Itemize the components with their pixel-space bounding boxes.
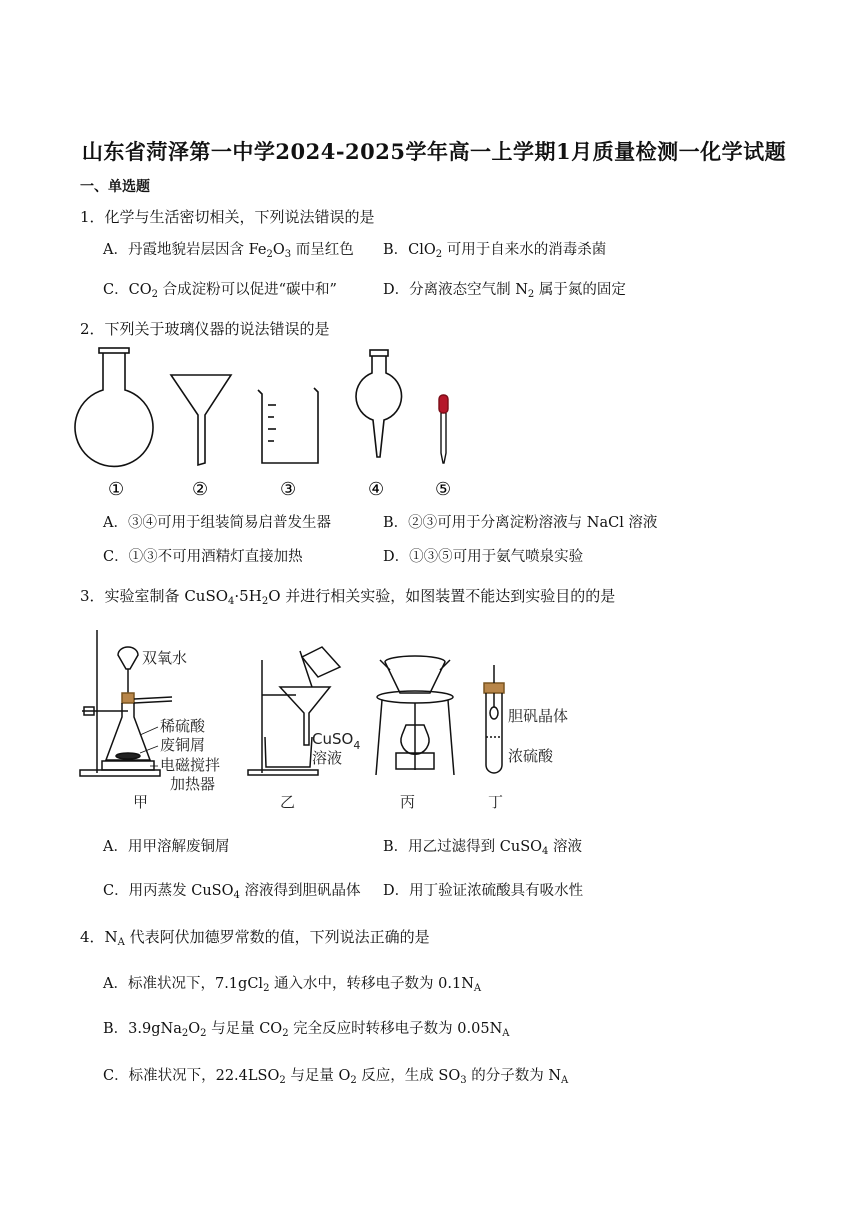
q1-option-a[interactable]: A．丹霞地貌岩层因含 $Fe_2O_3$ 而呈红色	[103, 242, 354, 260]
q2-stem: 2．下列关于玻璃仪器的说法错误的是	[80, 320, 330, 338]
separatory-funnel-icon	[356, 350, 402, 457]
label-dilute-sulfuric-acid: 稀硫酸	[160, 717, 206, 735]
q1-option-d[interactable]: D．分离液态空气制 $N_2$ 属于氮的固定	[383, 282, 626, 300]
caption-yi: 乙	[280, 793, 296, 811]
q3-option-c[interactable]: C．用丙蒸发 CuSO$_4$ 溶液得到胆矾晶体	[103, 883, 361, 901]
glassware-figure	[0, 345, 868, 505]
apparatus-bing	[376, 656, 454, 775]
caption-ding: 丁	[488, 793, 504, 811]
q4-option-b[interactable]: B．$3.9gNa_2O_2$ 与足量 $CO_2$ 完全反应时转移电子数为 $0.05N_A$	[103, 1021, 510, 1039]
q2-option-a[interactable]: A．③④可用于组装简易启普发生器	[103, 515, 331, 531]
section-heading: 一、单选题	[80, 179, 150, 195]
glassware-label-5: ⑤	[435, 479, 452, 500]
q1-option-b[interactable]: B．ClO$_2$ 可用于自来水的消毒杀菌	[383, 242, 607, 260]
label-heater: 加热器	[170, 775, 216, 793]
label-cuso4: CuSO$_4$	[312, 730, 361, 752]
label-blue-vitriol-crystal: 胆矾晶体	[508, 707, 569, 725]
caption-jia: 甲	[133, 793, 149, 811]
q2-option-b[interactable]: B．②③可用于分离淀粉溶液与 NaCl 溶液	[383, 515, 658, 531]
q4-stem: 4．$N_A$ 代表阿伏加德罗常数的值，下列说法正确的是	[80, 928, 430, 948]
q4-option-c[interactable]: C．标准状况下，$22.4LSO_2$ 与足量 $O_2$ 反应，生成 $SO_3$ 的分子数为 $N_A$	[103, 1068, 569, 1086]
label-magnetic-stirrer: 电磁搅拌	[160, 756, 221, 774]
glassware-label-3: ③	[280, 479, 297, 500]
page-title: 山东省菏泽第一中学2024-2025学年高一上学期1月质量检测一化学试题	[81, 139, 787, 164]
q1-stem: 1．化学与生活密切相关，下列说法错误的是	[80, 208, 375, 226]
round-bottom-flask-icon	[75, 348, 153, 466]
apparatus-figure	[0, 625, 868, 825]
q3-stem: 3．实验室制备 $CuSO_4\cdot 5H_2O$ 并进行相关实验，如图装置不能达到实验目的的是	[80, 587, 616, 607]
funnel-icon	[171, 375, 231, 465]
q3-option-b[interactable]: B．用乙过滤得到 CuSO$_4$ 溶液	[383, 839, 583, 857]
label-solution: 溶液	[312, 749, 343, 767]
q1-option-c[interactable]: C．$CO_2$ 合成淀粉可以促进“碳中和”	[103, 282, 337, 300]
q4-option-a[interactable]: A．标准状况下，7.1gCl$_2$ 通入水中，转移电子数为 $0.1N_A$	[103, 976, 482, 994]
beaker-icon	[258, 388, 318, 463]
label-conc-sulfuric-acid: 浓硫酸	[508, 747, 554, 765]
label-hydrogen-peroxide: 双氧水	[142, 649, 188, 667]
q3-option-a[interactable]: A．用甲溶解废铜屑	[103, 839, 230, 855]
q2-option-d[interactable]: D．①③⑤可用于氨气喷泉实验	[383, 549, 584, 565]
q3-option-d[interactable]: D．用丁验证浓硫酸具有吸水性	[383, 883, 584, 899]
caption-bing: 丙	[400, 793, 416, 811]
dropper-icon	[439, 395, 448, 463]
glassware-label-2: ②	[192, 479, 209, 500]
glassware-label-4: ④	[368, 479, 385, 500]
q2-option-c[interactable]: C．①③不可用酒精灯直接加热	[103, 549, 303, 565]
glassware-label-1: ①	[108, 479, 125, 500]
label-copper-scraps: 废铜屑	[160, 736, 206, 754]
apparatus-ding	[484, 665, 504, 773]
